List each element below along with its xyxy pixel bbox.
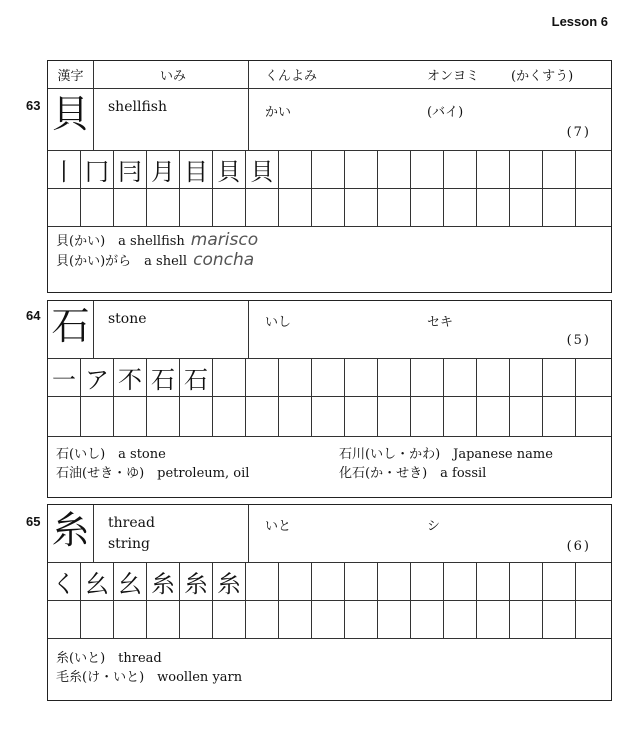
practice-cell[interactable]	[279, 601, 312, 638]
practice-cell[interactable]	[477, 397, 510, 436]
practice-cell[interactable]	[48, 601, 81, 638]
practice-cell[interactable]	[543, 601, 576, 638]
practice-cell[interactable]	[147, 397, 180, 436]
kun-reading: いし	[265, 315, 292, 330]
practice-cell[interactable]	[411, 397, 444, 436]
vocab-item: 石油(せき・ゆ) petroleum, oil	[56, 466, 250, 481]
practice-cell[interactable]	[576, 563, 609, 600]
practice-cell[interactable]	[543, 151, 576, 188]
stroke-cell: 目	[180, 151, 213, 188]
stroke-cell: 月	[147, 151, 180, 188]
stroke-count: (5)	[566, 333, 591, 348]
practice-cell[interactable]	[576, 189, 609, 226]
practice-cell[interactable]	[411, 359, 444, 396]
vocab-list	[48, 437, 611, 483]
kanji-entry-65	[47, 504, 612, 701]
practice-cell[interactable]	[48, 189, 81, 226]
practice-cell[interactable]	[312, 359, 345, 396]
practice-cell[interactable]	[576, 601, 609, 638]
practice-cell[interactable]	[378, 189, 411, 226]
practice-cell[interactable]	[279, 151, 312, 188]
practice-cell[interactable]	[477, 563, 510, 600]
vocab-item: 毛糸(け・いと) woollen yarn	[56, 670, 243, 685]
stroke-order-row	[48, 151, 611, 189]
practice-cell[interactable]	[411, 151, 444, 188]
practice-row	[48, 397, 611, 437]
practice-cell[interactable]	[279, 189, 312, 226]
practice-cell[interactable]	[48, 397, 81, 436]
kanji-character: 石	[48, 301, 94, 358]
practice-cell[interactable]	[114, 601, 147, 638]
kanji-entry-63	[47, 60, 612, 293]
table-header	[48, 61, 611, 89]
header-kakusuu: (かくすう)	[511, 69, 574, 84]
practice-cell[interactable]	[477, 601, 510, 638]
practice-cell[interactable]	[246, 397, 279, 436]
practice-cell[interactable]	[246, 601, 279, 638]
kanji-meaning: thread	[108, 515, 155, 531]
vocab-item: 貝(かい)がら a shell concha	[56, 250, 255, 270]
practice-cell[interactable]	[378, 359, 411, 396]
vocab-item: 糸(いと) thread	[56, 651, 162, 666]
practice-cell[interactable]	[345, 151, 378, 188]
stroke-count: (7)	[566, 125, 591, 140]
practice-cell[interactable]	[543, 397, 576, 436]
practice-cell[interactable]	[246, 563, 279, 600]
practice-cell[interactable]	[444, 397, 477, 436]
header-kunyomi: くんよみ	[265, 69, 318, 84]
handwritten-note: concha	[193, 250, 255, 270]
practice-cell[interactable]	[180, 601, 213, 638]
vocab-item: 化石(か・せき) a fossil	[339, 466, 487, 481]
practice-cell[interactable]	[411, 189, 444, 226]
handwritten-note: marisco	[190, 230, 259, 250]
stroke-cell: 糸	[180, 563, 213, 600]
kanji-info	[48, 89, 611, 151]
practice-cell[interactable]	[147, 601, 180, 638]
stroke-cell: 冂	[81, 151, 114, 188]
practice-row	[48, 189, 611, 227]
practice-cell[interactable]	[411, 601, 444, 638]
practice-cell[interactable]	[180, 189, 213, 226]
practice-cell[interactable]	[378, 397, 411, 436]
kanji-character: 貝	[48, 89, 94, 150]
stroke-cell: 糸	[213, 563, 246, 600]
practice-cell[interactable]	[477, 189, 510, 226]
stroke-cell: 貝	[213, 151, 246, 188]
practice-cell[interactable]	[510, 189, 543, 226]
stroke-order-row	[48, 359, 611, 397]
practice-cell[interactable]	[543, 189, 576, 226]
stroke-cell: 冃	[114, 151, 147, 188]
practice-cell[interactable]	[246, 189, 279, 226]
practice-cell[interactable]	[312, 151, 345, 188]
stroke-cell: 糸	[147, 563, 180, 600]
stroke-cell: 不	[114, 359, 147, 396]
practice-cell[interactable]	[444, 601, 477, 638]
practice-cell[interactable]	[345, 563, 378, 600]
practice-cell[interactable]	[345, 189, 378, 226]
kun-reading: かい	[265, 105, 292, 120]
stroke-cell: 貝	[246, 151, 279, 188]
practice-cell[interactable]	[312, 397, 345, 436]
practice-cell[interactable]	[444, 189, 477, 226]
practice-cell[interactable]	[279, 563, 312, 600]
header-kanji: 漢字	[48, 61, 94, 88]
stroke-count: (6)	[566, 539, 591, 554]
practice-cell[interactable]	[147, 189, 180, 226]
practice-cell[interactable]	[81, 397, 114, 436]
practice-cell[interactable]	[345, 601, 378, 638]
practice-cell[interactable]	[213, 397, 246, 436]
entry-number: 63	[26, 98, 41, 113]
on-reading: セキ	[427, 315, 454, 330]
practice-cell[interactable]	[477, 359, 510, 396]
stroke-cell: 石	[180, 359, 213, 396]
practice-cell[interactable]	[444, 563, 477, 600]
practice-cell[interactable]	[444, 151, 477, 188]
practice-cell[interactable]	[510, 151, 543, 188]
header-imi: いみ	[94, 61, 249, 88]
kun-reading: いと	[265, 519, 292, 534]
kanji-meaning: string	[108, 536, 150, 552]
lesson-label: Lesson 6	[551, 14, 608, 29]
vocab-item: 貝(かい) a shellfish marisco	[56, 230, 259, 250]
kanji-info	[48, 505, 611, 563]
on-reading: (バイ)	[427, 105, 464, 120]
entry-number: 65	[26, 514, 41, 529]
practice-cell[interactable]	[312, 563, 345, 600]
stroke-cell: ア	[81, 359, 114, 396]
practice-cell[interactable]	[213, 601, 246, 638]
practice-cell[interactable]	[279, 359, 312, 396]
practice-cell[interactable]	[510, 359, 543, 396]
practice-cell[interactable]	[411, 563, 444, 600]
practice-cell[interactable]	[213, 189, 246, 226]
practice-cell[interactable]	[213, 359, 246, 396]
practice-cell[interactable]	[114, 397, 147, 436]
practice-cell[interactable]	[576, 151, 609, 188]
practice-cell[interactable]	[279, 397, 312, 436]
practice-cell[interactable]	[477, 151, 510, 188]
header-onyomi: オンヨミ	[427, 69, 480, 84]
practice-cell[interactable]	[345, 359, 378, 396]
practice-cell[interactable]	[378, 151, 411, 188]
practice-cell[interactable]	[543, 563, 576, 600]
kanji-entry-64	[47, 300, 612, 498]
kanji-meaning: stone	[94, 301, 249, 358]
practice-cell[interactable]	[312, 601, 345, 638]
practice-cell[interactable]	[510, 563, 543, 600]
entry-number: 64	[26, 308, 41, 323]
stroke-cell: 丨	[48, 151, 81, 188]
stroke-cell: く	[48, 563, 81, 600]
stroke-order-row	[48, 563, 611, 601]
practice-cell[interactable]	[510, 601, 543, 638]
kanji-meaning: shellfish	[94, 89, 249, 150]
practice-cell[interactable]	[81, 189, 114, 226]
practice-cell[interactable]	[576, 359, 609, 396]
practice-cell[interactable]	[576, 397, 609, 436]
vocab-list	[48, 227, 611, 271]
vocab-item: 石(いし) a stone	[56, 447, 166, 462]
kanji-character: 糸	[48, 505, 94, 562]
stroke-cell: 幺	[114, 563, 147, 600]
kanji-info	[48, 301, 611, 359]
practice-cell[interactable]	[543, 359, 576, 396]
stroke-cell: 一	[48, 359, 81, 396]
practice-cell[interactable]	[312, 189, 345, 226]
practice-cell[interactable]	[345, 397, 378, 436]
stroke-cell: 石	[147, 359, 180, 396]
practice-cell[interactable]	[510, 397, 543, 436]
practice-cell[interactable]	[114, 189, 147, 226]
vocab-list	[48, 639, 611, 687]
practice-cell[interactable]	[444, 359, 477, 396]
practice-row	[48, 601, 611, 639]
vocab-item: 石川(いし・かわ) Japanese name	[339, 447, 553, 462]
practice-cell[interactable]	[81, 601, 114, 638]
practice-cell[interactable]	[246, 359, 279, 396]
on-reading: シ	[427, 519, 441, 534]
practice-cell[interactable]	[180, 397, 213, 436]
practice-cell[interactable]	[378, 563, 411, 600]
stroke-cell: 幺	[81, 563, 114, 600]
practice-cell[interactable]	[378, 601, 411, 638]
